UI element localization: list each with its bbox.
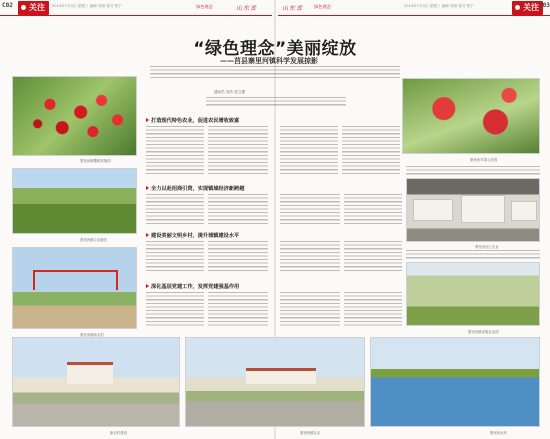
- section-1-col-4: [342, 126, 400, 176]
- left-mid-label: 绿色理念: [196, 4, 213, 9]
- village-photo: [12, 337, 180, 427]
- apples-photo: [402, 78, 540, 154]
- sacks-caption: 寨里河加工企业: [475, 245, 499, 249]
- right-page-number: C03: [539, 2, 550, 9]
- right-header-logo: 山东省: [282, 5, 304, 12]
- badge-dot-icon: [515, 5, 520, 10]
- lake-caption: 寨里河水库: [490, 431, 507, 435]
- cherries-photo: [12, 76, 137, 156]
- right-date-line: 2014年7月9日 星期三 编辑 刘涛 校对 郭宁: [404, 4, 474, 8]
- section-2-col-2: [208, 194, 268, 226]
- left-page-number: C02: [2, 2, 13, 9]
- sack-stack: [461, 195, 505, 223]
- village-arch-photo: [12, 247, 137, 329]
- section-3-col-3: [280, 241, 340, 273]
- right-col-b: [344, 241, 402, 273]
- sacks-photo: [406, 178, 540, 242]
- intro-paragraph: [206, 97, 346, 106]
- village-house: [67, 362, 113, 384]
- arch-caption: 寨里河镇新农村: [80, 333, 104, 337]
- section-2-col-3: [280, 194, 340, 226]
- section-heading-2: 全力以赴招商引资，实现镇域经济新跨越: [146, 185, 244, 192]
- section-1-col-1: [146, 126, 204, 176]
- left-section-badge: 关注: [18, 1, 49, 15]
- byline: 通讯员 刘杰 张立强: [214, 90, 246, 94]
- right-page-header: [278, 0, 550, 16]
- section-4-col-4: [344, 292, 402, 328]
- cherries-caption: 寨里河镇樱桃采摘园: [80, 159, 111, 163]
- farmyard-caption: 寨里河镇社区: [300, 431, 321, 435]
- farmyard-photo: [185, 337, 365, 427]
- section-3-col-2: [208, 241, 268, 273]
- field-photo: [12, 168, 137, 234]
- lake-photo: [370, 337, 540, 427]
- greenhouse-photo: [406, 262, 540, 326]
- badge-dot-icon: [21, 5, 26, 10]
- right-section-badge: 关注: [512, 1, 543, 15]
- section-2-col-1: [146, 194, 204, 226]
- greenhouse-caption: 寨里河镇设施农业园: [468, 330, 499, 334]
- right-mid-label: 绿色理念: [314, 4, 331, 9]
- farmyard-building: [246, 368, 316, 384]
- right-col-d: [406, 250, 540, 260]
- sack-stack: [413, 199, 453, 221]
- article-title: “绿色理念”美丽绽放: [193, 39, 357, 59]
- left-date-line: 2014年7月9日 星期三 编辑 刘涛 校对 郭宁: [52, 4, 122, 8]
- section-4-col-1: [146, 292, 204, 328]
- right-col-c: [406, 166, 540, 176]
- left-header-logo: 山东省: [236, 5, 258, 12]
- article-subtitle: ——莒县寨里河镇科学发展掠影: [220, 57, 318, 65]
- apples-caption: 寨里河苹果示范园: [470, 158, 498, 162]
- section-4-col-2: [208, 292, 268, 328]
- village-caption: 新农村建设: [110, 431, 127, 435]
- section-3-col-1: [146, 241, 204, 273]
- red-arch: [33, 270, 118, 290]
- field-caption: 寨里河镇万亩粮田: [80, 238, 108, 242]
- left-page-header: [0, 0, 272, 16]
- section-4-col-3: [280, 292, 340, 328]
- section-1-col-2: [208, 126, 268, 176]
- sack-stack: [511, 201, 537, 221]
- section-heading-1: 打造现代特色农业，促进农民增收致富: [146, 117, 239, 124]
- section-heading-3: 建设美丽文明乡村，提升城镇建设水平: [146, 232, 239, 239]
- section-heading-4: 深化基层党建工作，发挥党建强基作用: [146, 283, 239, 290]
- lead-paragraph: [150, 66, 400, 78]
- section-1-col-3: [280, 126, 338, 176]
- right-col-a: [344, 194, 402, 226]
